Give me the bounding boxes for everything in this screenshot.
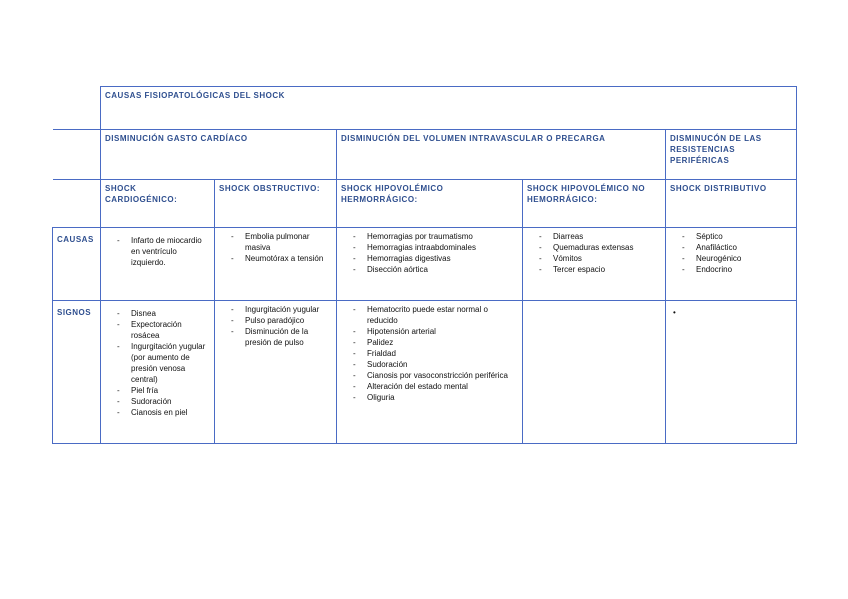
col-cardiogenico: SHOCK CARDIOGÉNICO: [101, 180, 215, 228]
blank-corner [53, 87, 101, 130]
group-resistencias-perifericas: DISMINUCÓN DE LAS RESISTENCIAS PERIFÉRICAS [666, 130, 797, 180]
shock-table [52, 86, 797, 444]
causas-obstructivo [215, 228, 337, 301]
list-item: - Infarto de miocardio en ventrículo izquierdo. [105, 235, 210, 268]
list-item: - Hipotensión arterial [341, 326, 518, 337]
list-item: - Quemaduras extensas [527, 242, 661, 253]
list-item: - Sudoración [341, 359, 518, 370]
list-item: - Neurogénico [670, 253, 792, 264]
list-item: - Piel fría [105, 385, 210, 396]
signos-obstructivo [215, 301, 337, 444]
col-distributivo: SHOCK DISTRIBUTIVO [666, 180, 797, 228]
causas-hipovolemico-no-hemorragico [523, 228, 666, 301]
list-item: - Ingurgitación yugular (por aumento de presión venosa central) [105, 341, 210, 385]
list-item: - Hemorragias por traumatismo [341, 231, 518, 242]
list-item: - Tercer espacio [527, 264, 661, 275]
causas-hipovolemico-hemorragico [337, 228, 523, 301]
table-title: CAUSAS FISIOPATOLÓGICAS DEL SHOCK [101, 87, 797, 130]
list-item: - Neumotórax a tensión [219, 253, 332, 264]
list-item: - Disnea [105, 308, 210, 319]
blank-corner-3 [53, 180, 101, 228]
col-obstructivo: SHOCK OBSTRUCTIVO: [215, 180, 337, 228]
empty-bullet [670, 307, 792, 318]
col-hipovolemico-hemorragico: SHOCK HIPOVOLÉMICO HERMORRÁGICO: [337, 180, 523, 228]
signos-distributivo [666, 301, 797, 444]
causas-cardiogenico [101, 228, 215, 301]
row-label-signos: SIGNOS [53, 301, 101, 444]
list-item: - Hemorragias intraabdominales [341, 242, 518, 253]
list-item: - Hematocrito puede estar normal o reducido [341, 304, 518, 326]
group-gasto-cardiaco: DISMINUCIÓN GASTO CARDÍACO [101, 130, 337, 180]
list-item: - Embolia pulmonar masiva [219, 231, 332, 253]
signos-cardiogenico [101, 301, 215, 444]
list-item: - Palidez [341, 337, 518, 348]
list-item: - Disección aórtica [341, 264, 518, 275]
blank-corner-2 [53, 130, 101, 180]
list-item: - Expectoración rosácea [105, 319, 210, 341]
list-item: - Sudoración [105, 396, 210, 407]
signos-hipovolemico-no-hemorragico [523, 301, 666, 444]
col-hipovolemico-no-hemorragico: SHOCK HIPOVOLÉMICO NO HEMORRÁGICO: [523, 180, 666, 228]
list-item: - Endocrino [670, 264, 792, 275]
list-item: - Anafiláctico [670, 242, 792, 253]
list-item: - Frialdad [341, 348, 518, 359]
list-item: - Hemorragias digestivas [341, 253, 518, 264]
list-item: - Cianosis por vasoconstricción periférica [341, 370, 518, 381]
list-item: - Ingurgitación yugular [219, 304, 332, 315]
list-item: - Cianosis en piel [105, 407, 210, 418]
list-item: - Séptico [670, 231, 792, 242]
list-item: - Alteración del estado mental [341, 381, 518, 392]
causas-distributivo [666, 228, 797, 301]
list-item: - Disminución de la presión de pulso [219, 326, 332, 348]
row-label-causas: CAUSAS [53, 228, 101, 301]
list-item: - Oliguria [341, 392, 518, 403]
list-item: - Vómitos [527, 253, 661, 264]
list-item: - Pulso paradójico [219, 315, 332, 326]
list-item: - Diarreas [527, 231, 661, 242]
group-volumen-intravascular: DISMINUCIÓN DEL VOLUMEN INTRAVASCULAR O PRECARGA [337, 130, 666, 180]
signos-hipovolemico-hemorragico [337, 301, 523, 444]
